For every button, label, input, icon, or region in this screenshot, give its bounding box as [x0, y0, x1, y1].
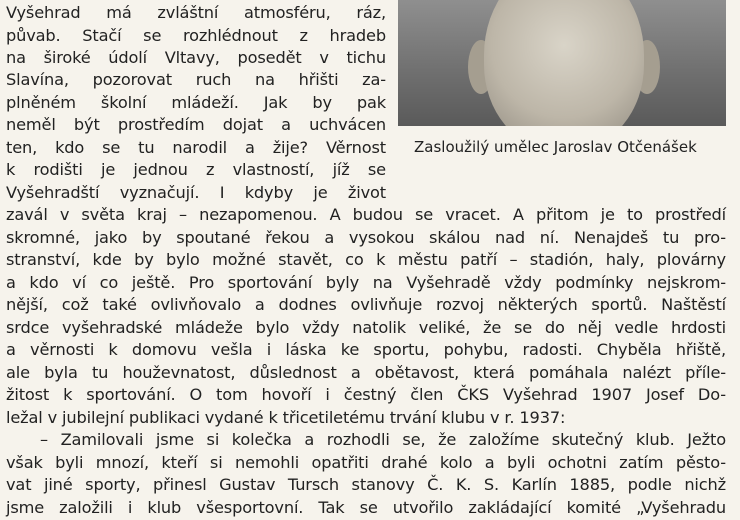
text-line: neměl být prostředím dojat a uchvácen: [6, 115, 386, 135]
portrait-photo: [398, 0, 726, 126]
text-line: ležal v jubilejní publikaci vydané k třicetiletému trvání klubu v r. 1937:: [6, 407, 566, 427]
text-line: Slavína, pozorovat ruch na hřišti za-: [6, 70, 386, 90]
text-line: jsme založili i klub všesportovní. Tak se utvořilo zakládající komité „Vyšehradu: [6, 497, 726, 517]
text-line: zavál v světa kraj – nezapomenou. A budou se vracet. A přitom je to prostředí: [6, 205, 726, 225]
text-line: nější, což také ovlivňovalo a dodnes ovlivňuje rozvoj některých sportů. Naštěstí: [6, 295, 726, 315]
text-line: k rodišti je jednou z vlastností, jíž se: [6, 160, 386, 180]
text-line: žitost k sportování. O tom hovoří i čestný člen ČKS Vyšehrad 1907 Josef Do-: [6, 385, 726, 405]
photo-caption: Zasloužilý umělec Jaroslav Otčenášek: [414, 137, 697, 156]
text-line: ten, kdo se tu narodil a žije? Věrnost: [6, 137, 386, 157]
text-line: srdce vyšehradské mládeže bylo vždy natolik veliké, že se do něj vedle hrdosti: [6, 317, 726, 337]
text-line: ale byla tu houževnatost, důslednost a obětavost, která pomáhala nalézt příle-: [6, 362, 726, 382]
text-line: a kdo ví co ještě. Pro sportování byly na Vyšehradě vždy podmínky nejskrom-: [6, 272, 726, 292]
text-line: – Zamilovali jsme si kolečka a rozhodli se, že založíme skutečný klub. Ježto: [40, 430, 726, 450]
text-line: vat jiné sporty, přinesl Gustav Tursch stanovy Č. K. S. Karlín 1885, podle nichž: [6, 475, 726, 494]
text-line: Vyšehrad má zvláštní atmosféru, ráz,: [6, 3, 386, 22]
text-line: však byli mnozí, kteří si nemohli opatřiti drahé kolo a byli ochotni zatím pěsto-: [6, 452, 726, 472]
text-line: a věrnosti k domovu vešla i láska ke sportu, pohybu, radosti. Chyběla hřiště,: [6, 340, 726, 360]
text-line: půvab. Stačí se rozhlédnout z hradeb: [6, 25, 386, 45]
text-line: na široké údolí Vltavy, posedět v tichu: [6, 48, 386, 67]
text-line: skromné, jako by spoutané řekou a vysokou skálou nad ní. Nenajdeš tu pro-: [6, 227, 726, 247]
portrait-head: [484, 0, 644, 126]
text-line: plněném školní mládeží. Jak by pak: [6, 92, 386, 112]
text-line: Vyšehradští vyznačují. I kdyby je život: [6, 182, 386, 202]
text-line: stranství, kde by bylo možné stavět, co k městu patří – stadión, haly, plovárny: [6, 250, 726, 270]
